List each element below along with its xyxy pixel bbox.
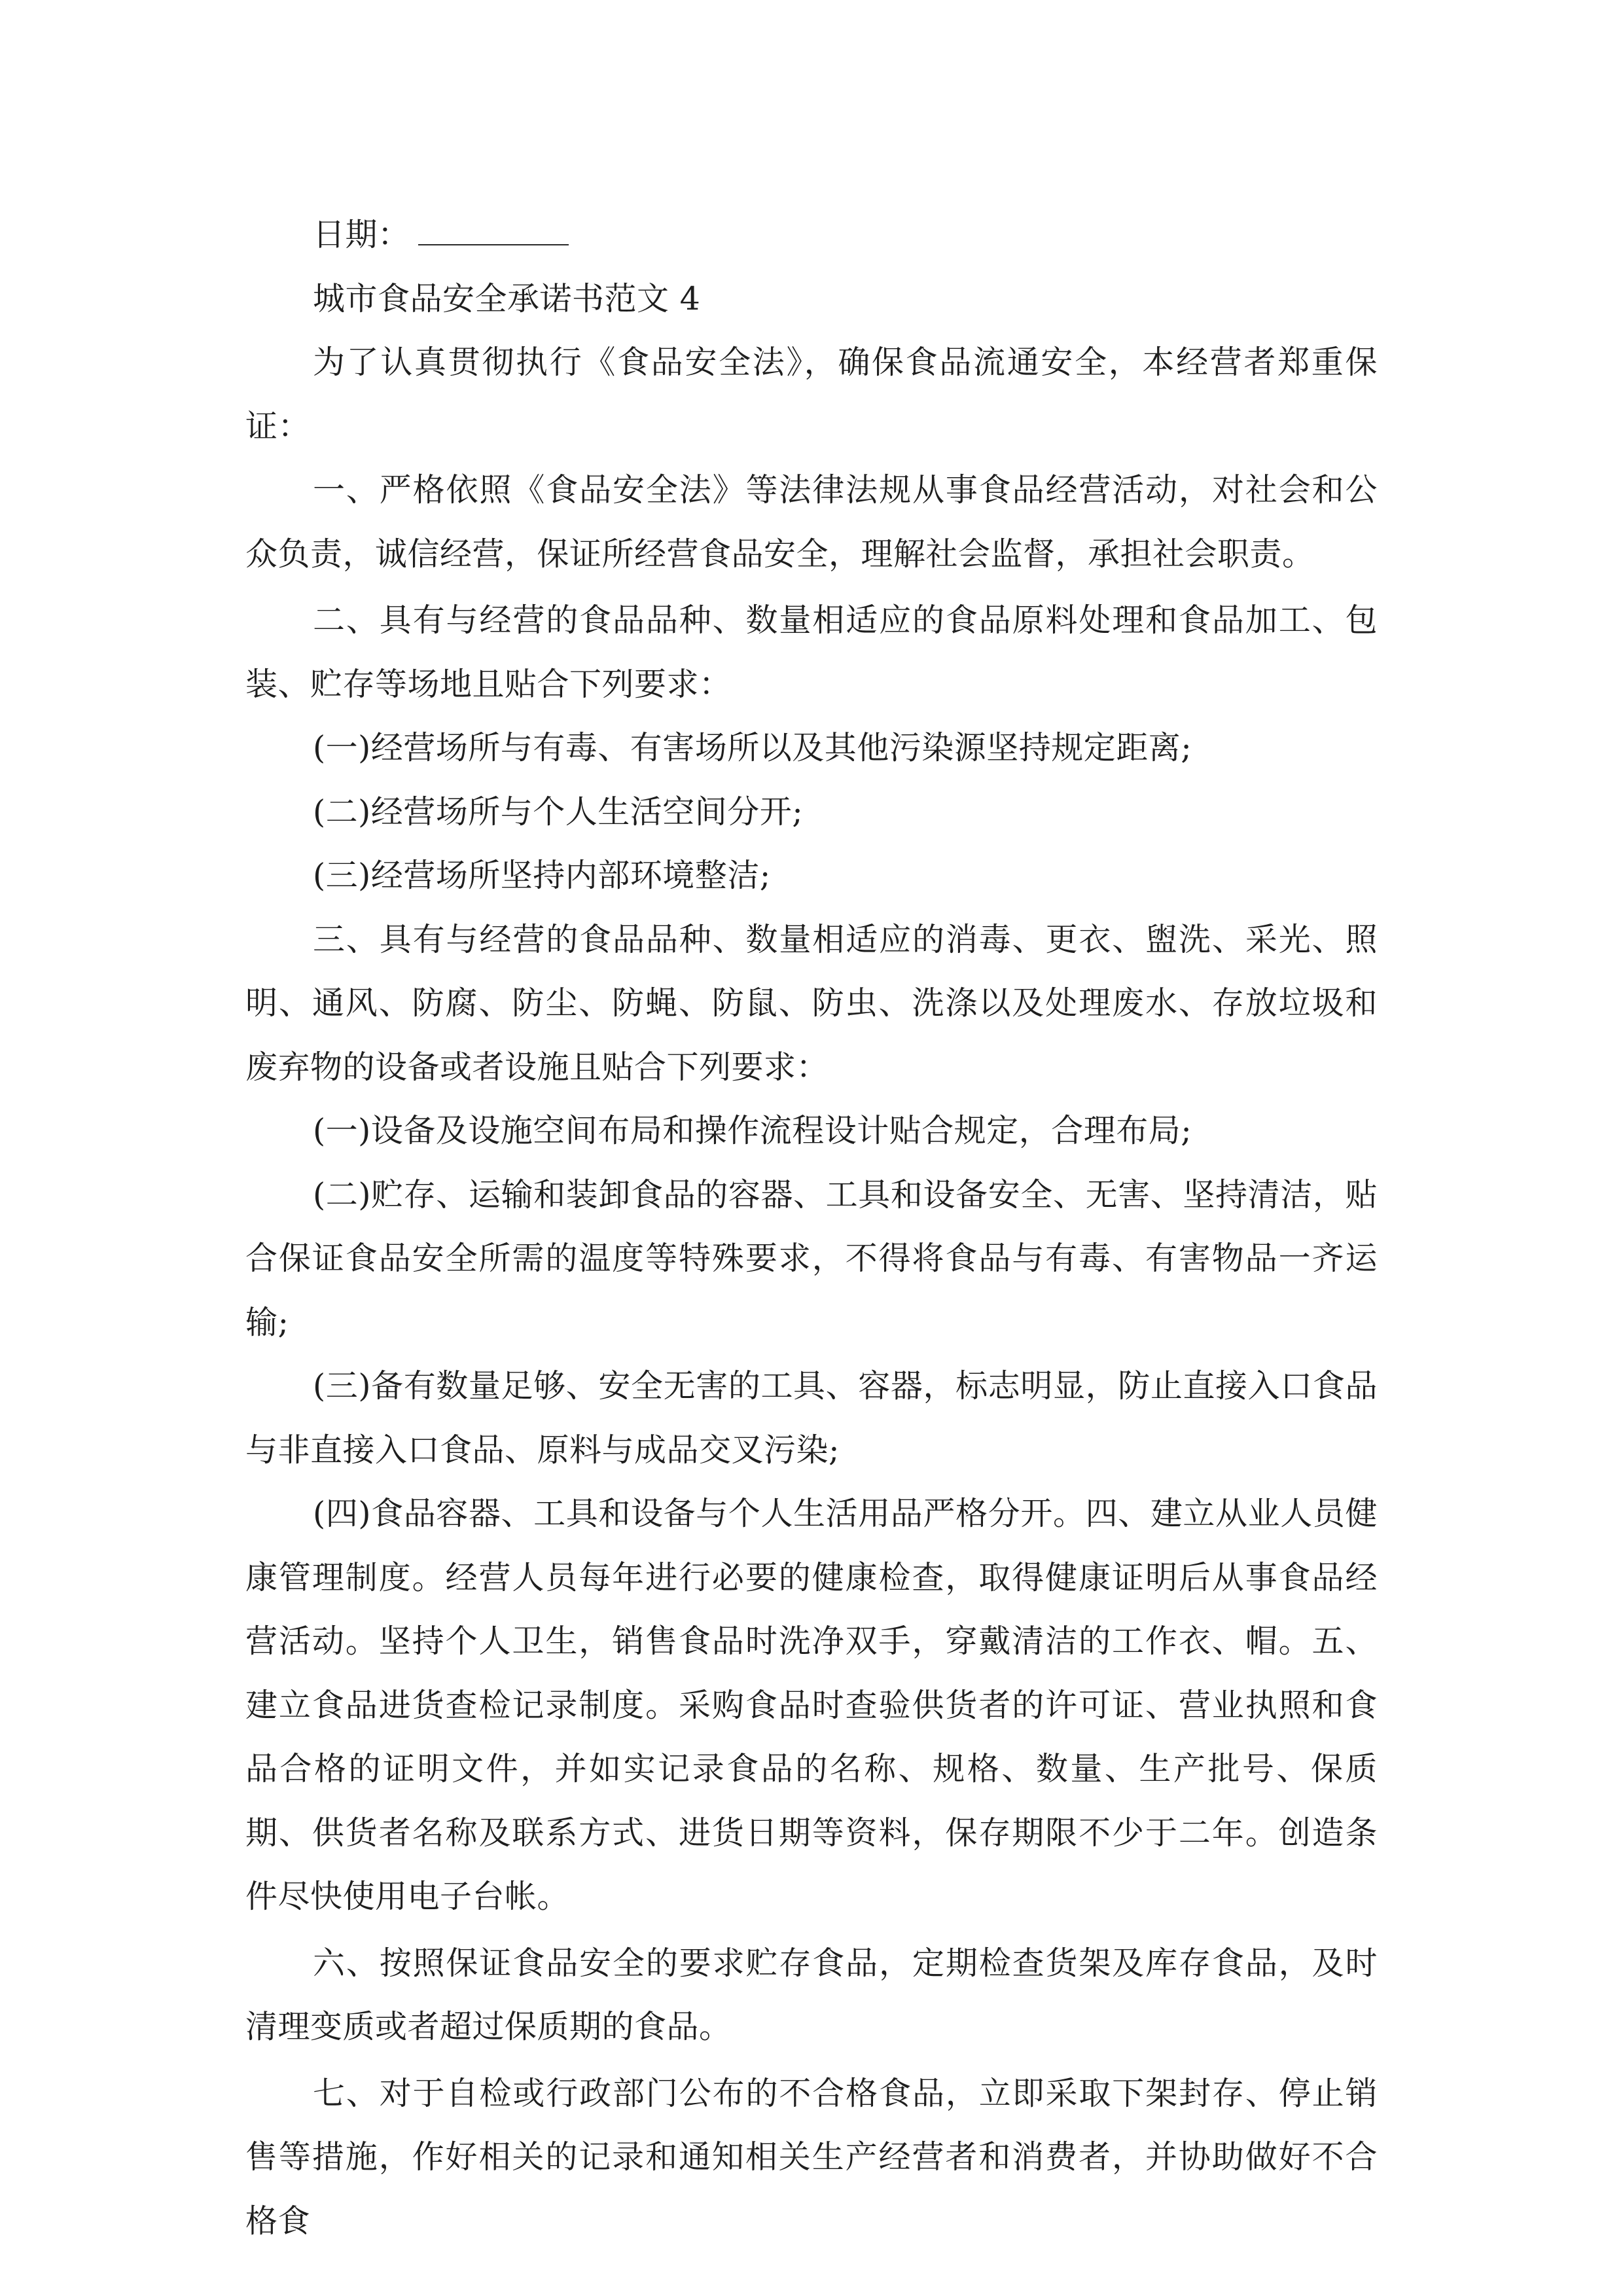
date-label: 日期：	[313, 216, 410, 253]
paragraph-item-7: 七、对于自检或行政部门公布的不合格食品，立即采取下架封存、停止销售等措施，作好相关的记录和通知相关生产经营者和消费者，并协助做好不合格食	[245, 2074, 1378, 2240]
paragraph-item-1: 一、严格依照《食品安全法》等法律法规从事食品经营活动，对社会和公众负责，诚信经营，保证所经营食品安全，理解社会监督，承担社会职责。	[245, 471, 1378, 573]
paragraph-item-6: 六、按照保证食品安全的要求贮存食品，定期检查货架及库存食品，及时清理变质或者超过保质期的食品。	[245, 1944, 1378, 2045]
paragraph-item-3-sub-1: (一)设备及设施空间布局和操作流程设计贴合规定，合理布局;	[313, 1112, 1192, 1149]
paragraph-item-3-sub-2: (二)贮存、运输和装卸食品的容器、工具和设备安全、无害、坚持清洁，贴合保证食品安全所需的温度等特殊要求，不得将食品与有毒、有害物品一齐运输;	[245, 1175, 1378, 1341]
document-body	[245, 203, 1378, 2253]
paragraph-intro: 为了认真贯彻执行《食品安全法》，确保食品流通安全，本经营者郑重保证：	[245, 344, 1378, 445]
paragraph-item-2-sub-2: (二)经营场所与个人生活空间分开;	[313, 793, 804, 831]
date-blank-line	[418, 213, 569, 245]
paragraph-item-2-sub-3: (三)经营场所坚持内部环境整洁;	[313, 857, 771, 894]
paragraph-item-3: 三、具有与经营的食品品种、数量相适应的消毒、更衣、盥洗、采光、照明、通风、防腐、防尘、防蝇、防鼠、防虫、洗涤以及处理废水、存放垃圾和废弃物的设备或者设施且贴合下列要求：	[245, 920, 1378, 1086]
paragraph-item-3-sub-3: (三)备有数量足够、安全无害的工具、容器，标志明显，防止直接入口食品与非直接入口食品、原料与成品交叉污染;	[245, 1367, 1378, 1469]
paragraph-item-3-sub-4: (四)食品容器、工具和设备与个人生活用品严格分开。四、建立从业人员健康管理制度。经营人员每年进行必要的健康检查，取得健康证明后从事食品经营活动。坚持个人卫生，销售食品时洗净双手，穿戴清洁的工作衣、帽。五、建立食品进货查检记录制度。采购食品时查验供货者的许可证、营业执照和食品合格的证明文件，并如实记录食品的名称、规格、数量、生产批号、保质期、供货者名称及联系方式、进货日期等资料，保存期限不少于二年。创造条件尽快使用电子台帐。	[245, 1495, 1378, 1915]
date-row	[245, 203, 1378, 267]
paragraph-item-2-sub-1: (一)经营场所与有毒、有害场所以及其他污染源坚持规定距离;	[313, 729, 1192, 766]
document-title: 城市食品安全承诺书范文 4	[313, 279, 701, 317]
paragraph-item-2: 二、具有与经营的食品品种、数量相适应的食品原料处理和食品加工、包装、贮存等场地且贴合下列要求：	[245, 601, 1378, 703]
